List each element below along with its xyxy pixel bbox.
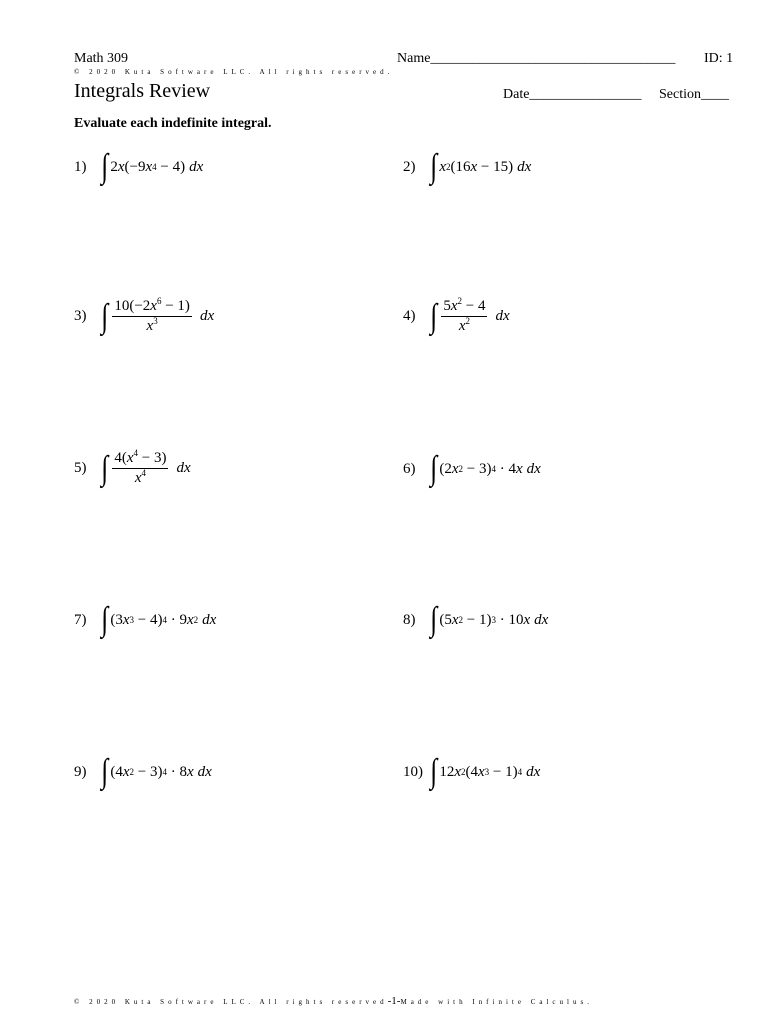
problem-8: 8) ∫ (5 x 2 − 1) 3 · 10 x dx <box>403 601 549 638</box>
problem-6: 6) ∫ (2 x 2 − 3) 4 · 4 x dx <box>403 450 541 487</box>
integral-sign-icon: ∫ <box>430 753 438 790</box>
integral-sign-icon: ∫ <box>430 148 438 185</box>
integral-sign-icon: ∫ <box>101 297 109 335</box>
problem-1: 1) ∫ 2 x (−9 x 4 − 4) dx <box>74 148 204 185</box>
problem-4: 4) ∫ $\frac{5x^2 - 4}{x^2}$ dx <box>403 296 510 335</box>
course-name: Math 309 <box>74 51 129 66</box>
footer-made-with: Made with Infinite Calculus. <box>400 998 593 1006</box>
integral-sign-icon: ∫ <box>101 753 109 790</box>
problem-3: 3) ∫ $\frac{10(-2x^6 - 1)}{x^3}$ dx <box>74 296 215 335</box>
integral-sign-icon: ∫ <box>430 297 438 335</box>
page-footer <box>74 995 593 1007</box>
problem-number: 3) <box>74 308 87 324</box>
problem-10: 10) ∫ 12 x 2 (4 x 3 − 1) 4 dx <box>403 753 541 790</box>
problem-9: 9) ∫ (4 x 2 − 3) 4 · 8 x dx <box>74 753 212 790</box>
problem-number: 5) <box>74 460 87 476</box>
integral-sign-icon: ∫ <box>430 601 438 638</box>
problem-number: 6) <box>403 460 416 477</box>
name-field-label: Name___________________________________ <box>397 51 676 66</box>
problem-number: 8) <box>403 611 416 628</box>
problem-number: 1) <box>74 158 87 175</box>
problem-5: 5) ∫ $\frac{4(x^4 - 3)}{x^4}$ dx <box>74 448 191 487</box>
worksheet-title: Integrals Review <box>74 80 211 102</box>
instructions: Evaluate each indefinite integral. <box>74 116 272 131</box>
worksheet-id: ID: 1 <box>704 51 734 66</box>
problem-7: 7) ∫ (3 x 3 − 4) 4 · 9 x 2 dx <box>74 601 217 638</box>
date-field-label: Date________________ <box>503 87 642 102</box>
problem-2: 2) ∫ x 2 (16 x − 15) dx <box>403 148 532 185</box>
section-field-label: Section____ <box>659 87 729 102</box>
problem-number: 4) <box>403 308 416 324</box>
footer-copyright: © 2020 Kuta Software LLC. All rights reserved <box>74 998 388 1006</box>
integral-sign-icon: ∫ <box>101 601 109 638</box>
integral-sign-icon: ∫ <box>101 449 109 487</box>
problem-number: 2) <box>403 158 416 175</box>
problem-number: 7) <box>74 611 87 628</box>
integral-sign-icon: ∫ <box>101 148 109 185</box>
problem-number: 9) <box>74 763 87 780</box>
integral-sign-icon: ∫ <box>430 450 438 487</box>
problem-number: 10) <box>403 763 423 780</box>
copyright-notice: © 2020 Kuta Software LLC. All rights reserved. <box>74 68 394 76</box>
page-number: -1- <box>387 995 401 1007</box>
